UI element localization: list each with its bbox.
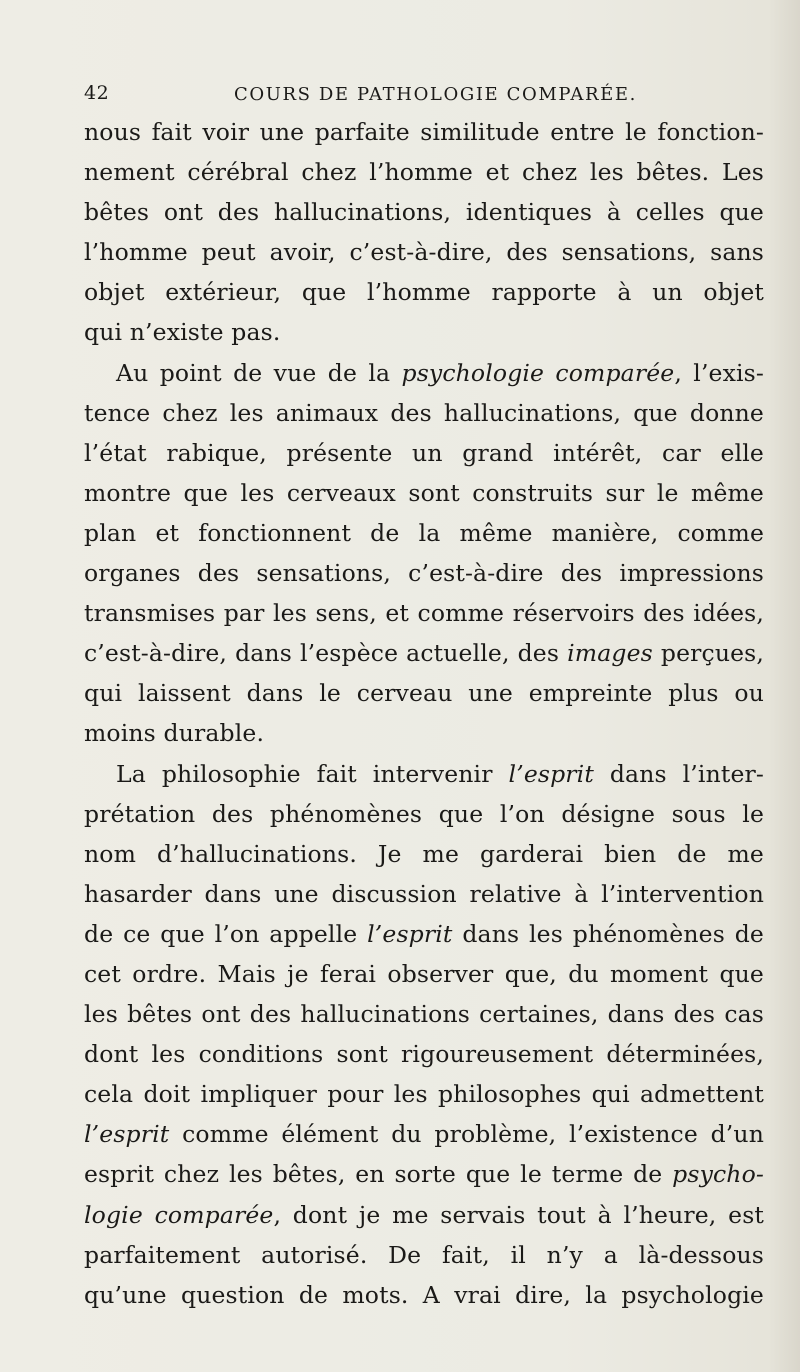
italic-text: l’esprit (84, 1120, 170, 1149)
italic-text: logie comparée (84, 1200, 274, 1229)
text-line (84, 754, 764, 794)
text-line: qui laissent dans le cerveau une empreinte plus ou (84, 679, 764, 708)
text-line: transmises par les sens, et comme réservoirs des idées, (84, 599, 764, 628)
running-head: COURS DE PATHOLOGIE COMPARÉE. (234, 84, 637, 105)
text-line: les bêtes ont des hallucinations certaines, dans des cas (84, 1000, 764, 1029)
text-line: objet extérieur, que l’homme rapporte à un objet (84, 278, 764, 307)
text-line: cet ordre. Mais je ferai observer que, du moment que (84, 959, 764, 988)
text-run: perçues, (652, 639, 764, 668)
text-line: prétation des phénomènes que l’on désigne sous le (84, 799, 764, 828)
page-number: 42 (84, 82, 110, 104)
text-run: c’est-à-dire, dans l’espèce actuelle, des (84, 639, 568, 668)
text-line: parfaitement autorisé. De fait, il n’y a là-dessous (84, 1240, 764, 1269)
text-run: dans l’inter- (593, 759, 764, 788)
text-run: La philosophie fait intervenir (116, 759, 509, 788)
text-line: l’homme peut avoir, c’est-à-dire, des sensations, sans (84, 238, 764, 267)
text-line: montre que les cerveaux sont construits sur le même (84, 478, 764, 507)
text-line: qui n’existe pas. (84, 318, 281, 347)
body-text (84, 112, 764, 1315)
text-line: bêtes ont des hallucinations, identiques à celles que (84, 198, 764, 227)
text-run: , dont je me servais tout à l’heure, est (273, 1200, 764, 1229)
text-run: comme élément du problème, l’existence d’un (169, 1120, 764, 1149)
text-run: Au point de vue de la (116, 358, 402, 387)
text-run: de ce que l’on appelle (84, 919, 368, 948)
text-line (84, 633, 764, 673)
text-line: organes des sensations, c’est-à-dire des impressions (84, 559, 764, 588)
italic-text: psychologie comparée (401, 358, 675, 387)
text-run: dans les phénomènes de (452, 919, 764, 948)
text-line: nous fait voir une parfaite similitude entre le fonction- (84, 118, 764, 146)
text-line: plan et fonctionnent de la même manière, comme (84, 518, 764, 547)
text-line (84, 1195, 764, 1235)
italic-text: l’esprit (508, 759, 594, 788)
italic-text: l’esprit (367, 919, 453, 948)
text-line: nement cérébral chez l’homme et chez les bêtes. Les (84, 158, 764, 187)
page-header (84, 82, 704, 112)
text-line (84, 914, 764, 954)
text-line: nom d’hallucinations. Je me garderai bien de me (84, 839, 764, 868)
text-line: cela doit impliquer pour les philosophes qui admettent (84, 1080, 764, 1109)
text-line: dont les conditions sont rigoureusement déterminées, (84, 1040, 764, 1069)
text-line (84, 1114, 764, 1154)
italic-text: psycho- (672, 1160, 764, 1189)
text-line: tence chez les animaux des hallucinations, que donne (84, 398, 764, 427)
text-line: qu’une question de mots. A vrai dire, la psychologie (84, 1280, 764, 1309)
text-run: esprit chez les bêtes, en sorte que le terme de (84, 1160, 673, 1189)
text-line: hasarder dans une discussion relative à l’intervention (84, 879, 764, 908)
text-line: l’état rabique, présente un grand intérêt, car elle (84, 438, 764, 467)
text-run: , l’exis- (674, 358, 764, 387)
text-line: moins durable. (84, 719, 265, 748)
text-line (84, 1154, 764, 1194)
text-line (84, 353, 764, 393)
italic-text: images (567, 639, 653, 668)
